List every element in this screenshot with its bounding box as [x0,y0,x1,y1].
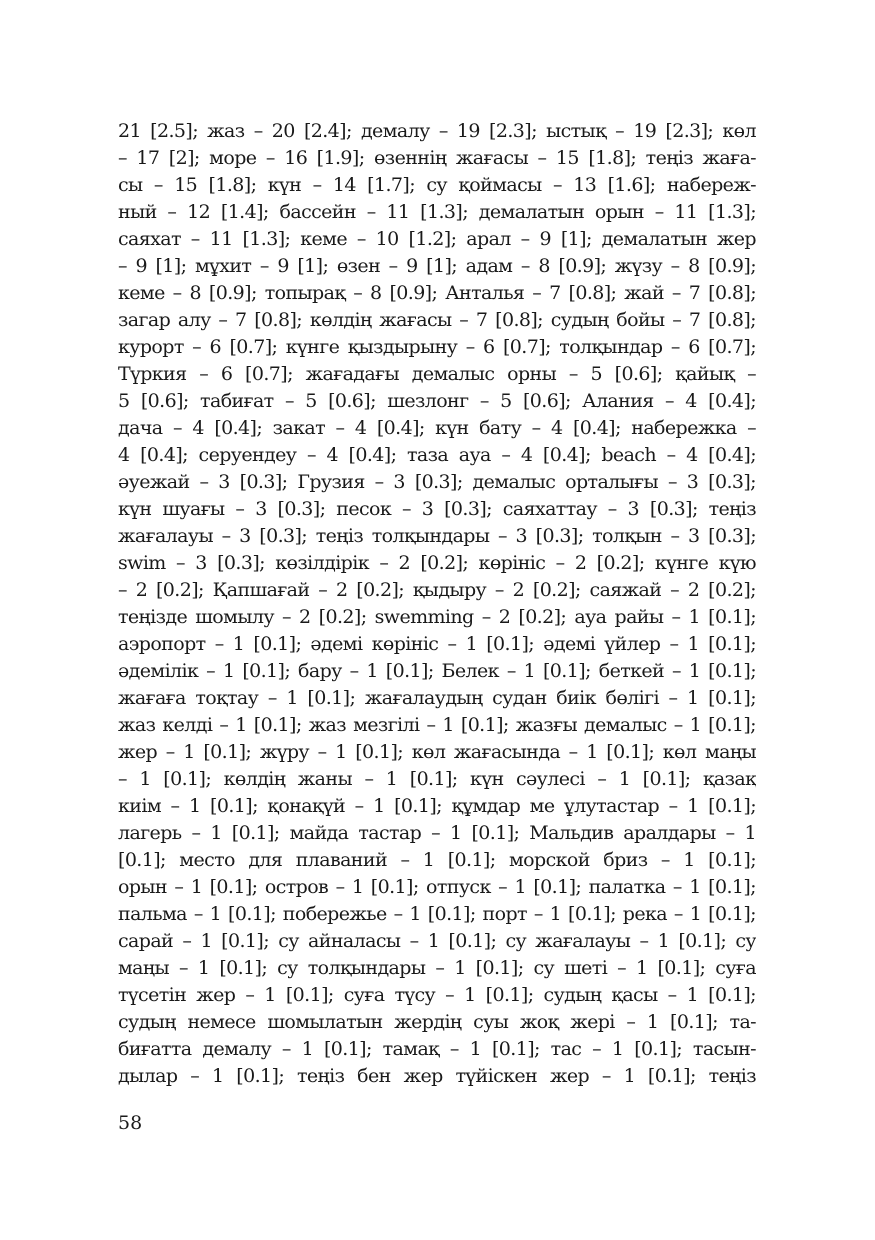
text-line: жағаға тоқтау – 1 [0.1]; жағалаудың судан биік бөлігі – 1 [0.1]; [118,687,756,709]
text-line: орын – 1 [0.1]; остров – 1 [0.1]; отпуск – 1 [0.1]; палатка – 1 [0.1]; [118,876,756,898]
text-line: загар алу – 7 [0.8]; көлдің жағасы – 7 [0.8]; судың бойы – 7 [0.8]; [118,309,756,331]
text-line: 21 [2.5]; жаз – 20 [2.4]; демалу – 19 [2.3]; ыстық – 19 [2.3]; көл [118,120,756,142]
text-line: пальма – 1 [0.1]; побережье – 1 [0.1]; порт – 1 [0.1]; река – 1 [0.1]; [118,903,756,925]
text-line: күн шуағы – 3 [0.3]; песок – 3 [0.3]; саяхаттау – 3 [0.3]; теңіз [118,498,756,520]
text-line: – 9 [1]; мұхит – 9 [1]; өзен – 9 [1]; адам – 8 [0.9]; жүзу – 8 [0.9]; [118,255,756,277]
text-line: жер – 1 [0.1]; жүру – 1 [0.1]; көл жағасында – 1 [0.1]; көл маңы [118,741,756,763]
text-line: 4 [0.4]; серуендеу – 4 [0.4]; таза ауа – 4 [0.4]; beach – 4 [0.4]; [118,444,756,466]
text-line: – 17 [2]; море – 16 [1.9]; өзеннің жағасы – 15 [1.8]; теңіз жаға- [118,147,756,169]
page-number: 58 [118,1112,143,1134]
text-line: теңізде шомылу – 2 [0.2]; swemming – 2 [0.2]; ауа райы – 1 [0.1]; [118,606,756,628]
text-line: ный – 12 [1.4]; бассейн – 11 [1.3]; демалатын орын – 11 [1.3]; [118,201,756,223]
body-text [118,118,756,1090]
text-line: дылар – 1 [0.1]; теңіз бен жер түйіскен жер – 1 [0.1]; теңіз [118,1065,756,1087]
text-line: [0.1]; место для плаваний – 1 [0.1]; морской бриз – 1 [0.1]; [118,849,756,871]
text-line: – 1 [0.1]; көлдің жаны – 1 [0.1]; күн сәулесі – 1 [0.1]; қазақ [118,768,756,790]
text-line: биғатта демалу – 1 [0.1]; тамақ – 1 [0.1]; тас – 1 [0.1]; тасын- [118,1038,756,1060]
text-line: кеме – 8 [0.9]; топырақ – 8 [0.9]; Анталья – 7 [0.8]; жай – 7 [0.8]; [118,282,756,304]
text-line: саяхат – 11 [1.3]; кеме – 10 [1.2]; арал – 9 [1]; демалатын жер [118,228,756,250]
text-line: сарай – 1 [0.1]; су айналасы – 1 [0.1]; су жағалауы – 1 [0.1]; су [118,930,756,952]
text-line: – 2 [0.2]; Қапшағай – 2 [0.2]; қыдыру – 2 [0.2]; саяжай – 2 [0.2]; [118,579,756,601]
text-line: аэропорт – 1 [0.1]; әдемі көрініс – 1 [0.1]; әдемі үйлер – 1 [0.1]; [118,633,756,655]
text-line: 5 [0.6]; табиғат – 5 [0.6]; шезлонг – 5 [0.6]; Алания – 4 [0.4]; [118,390,756,412]
text-line: курорт – 6 [0.7]; күнге қыздырыну – 6 [0.7]; толқындар – 6 [0.7]; [118,336,756,358]
text-line: жаз келді – 1 [0.1]; жаз мезгілі – 1 [0.1]; жазғы демалыс – 1 [0.1]; [118,714,756,736]
text-line: түсетін жер – 1 [0.1]; суға түсу – 1 [0.1]; судың қасы – 1 [0.1]; [118,984,756,1006]
text-line: дача – 4 [0.4]; закат – 4 [0.4]; күн бату – 4 [0.4]; набережка – [118,417,756,439]
text-line: әуежай – 3 [0.3]; Грузия – 3 [0.3]; демалыс орталығы – 3 [0.3]; [118,471,756,493]
text-line: маңы – 1 [0.1]; су толқындары – 1 [0.1]; су шеті – 1 [0.1]; суға [118,957,756,979]
text-line: киім – 1 [0.1]; қонақүй – 1 [0.1]; құмдар ме ұлутастар – 1 [0.1]; [118,795,756,817]
text-line: жағалауы – 3 [0.3]; теңіз толқындары – 3 [0.3]; толқын – 3 [0.3]; [118,525,756,547]
text-line: Түркия – 6 [0.7]; жағадағы демалыс орны – 5 [0.6]; қайық – [118,363,756,385]
text-line: сы – 15 [1.8]; күн – 14 [1.7]; су қоймасы – 13 [1.6]; набереж- [118,174,756,196]
text-line: судың немесе шомылатын жердің суы жоқ жері – 1 [0.1]; та- [118,1011,756,1033]
text-line: swim – 3 [0.3]; көзілдірік – 2 [0.2]; көрініс – 2 [0.2]; күнге күю [118,552,756,574]
text-line: әдемілік – 1 [0.1]; бару – 1 [0.1]; Белек – 1 [0.1]; беткей – 1 [0.1]; [118,660,756,682]
text-line: лагерь – 1 [0.1]; майда тастар – 1 [0.1]; Мальдив аралдары – 1 [118,822,756,844]
